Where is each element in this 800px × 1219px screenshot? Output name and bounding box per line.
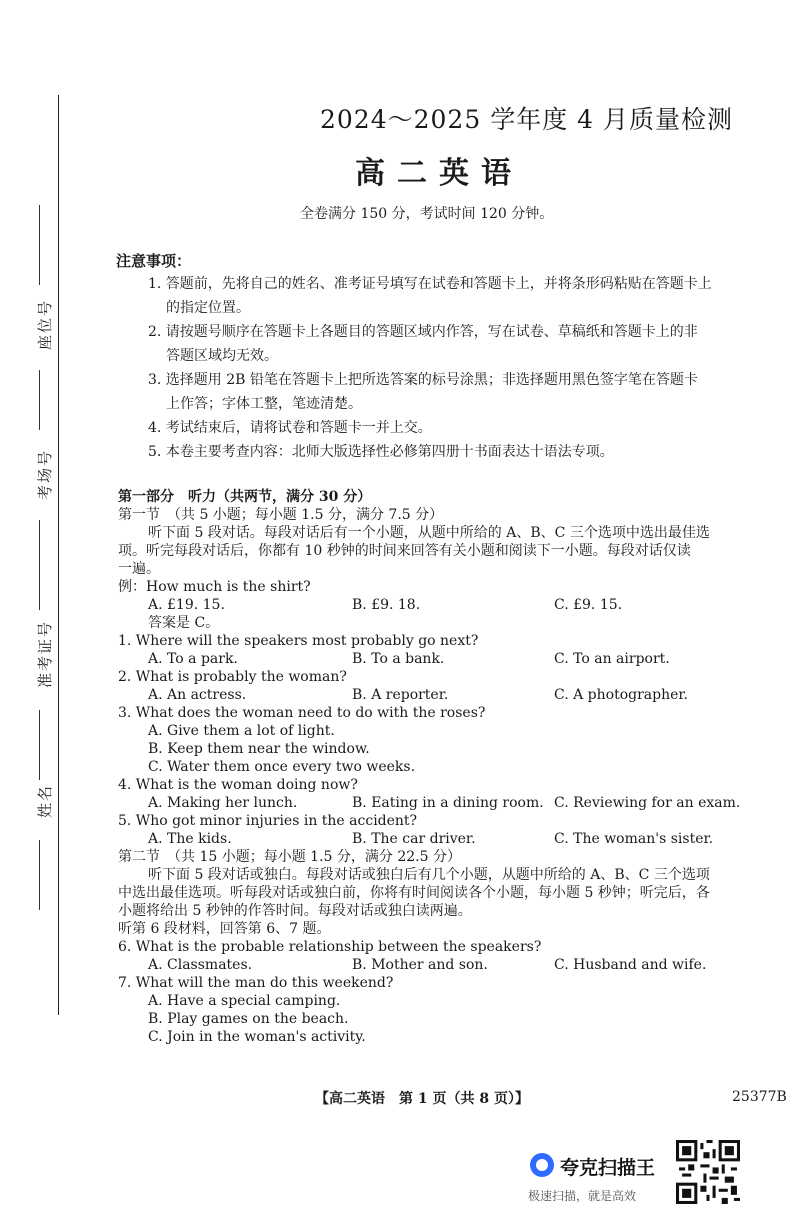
margin-blank (39, 840, 40, 910)
notice-line: 答题区域均无效。 (166, 348, 278, 364)
option-b: B. Mother and son. (352, 957, 488, 973)
option-b: B. A reporter. (352, 687, 449, 703)
qr-code-icon (676, 1140, 740, 1204)
question-4: 4. What is the woman doing now? (118, 777, 358, 793)
question-1: 1. Where will the speakers most probably go next? (118, 633, 479, 649)
question-7: 7. What will the man do this weekend? (118, 975, 394, 991)
subject-title: 高二英语 (355, 156, 523, 191)
room-label: 考场号 (36, 448, 54, 500)
section1-instruction: 听下面 5 段对话。每段对话后有一个小题，从题中所给的 A、B、C 三个选项中选出最佳选 (148, 525, 710, 541)
exam-note: 全卷满分 150 分，考试时间 120 分钟。 (300, 206, 554, 222)
option-b: B. £9. 18. (352, 597, 421, 613)
notice-line: 的指定位置。 (166, 300, 250, 316)
section2-instruction: 听下面 5 段对话或独白。每段对话或独白后有几个小题，从题中所给的 A、B、C 三个选项 (148, 867, 710, 883)
option-b: B. Eating in a dining room. (352, 795, 544, 811)
ticket-label: 准考证号 (36, 619, 54, 688)
option-a: A. The kids. (148, 831, 232, 847)
option-a: A. Have a special camping. (148, 993, 341, 1009)
notice-line: 2. 请按题号顺序在答题卡上各题目的答题区域内作答，写在试卷、草稿纸和答题卡上的非 (148, 324, 698, 340)
ticket-blank (39, 520, 40, 610)
notice-line: 3. 选择题用 2B 铅笔在答题卡上把所选答案的标号涂黑；非选择题用黑色签字笔在答题卡 (148, 372, 698, 388)
scanner-logo-icon (530, 1153, 554, 1177)
exam-title: 2024～2025 学年度 4 月质量检测 (320, 105, 733, 134)
room-blank (39, 370, 40, 430)
option-c: C. The woman's sister. (554, 831, 714, 847)
option-a: A. Give them a lot of light. (148, 723, 335, 739)
paper-code: 25377B (732, 1089, 787, 1105)
section2-heading: 第二节 （共 15 小题；每小题 1.5 分，满分 22.5 分） (118, 849, 461, 865)
notice-line: 上作答；字体工整，笔迹清楚。 (166, 396, 362, 412)
scanner-brand: 夸克扫描王 (560, 1157, 656, 1179)
option-c: C. To an airport. (554, 651, 670, 667)
scanner-slogan: 极速扫描，就是高效 (528, 1189, 637, 1203)
seat-blank (39, 205, 40, 285)
binding-line (58, 95, 59, 1015)
option-c: C. A photographer. (554, 687, 689, 703)
option-b: B. Keep them near the window. (148, 741, 370, 757)
name-blank (39, 710, 40, 780)
notice-heading: 注意事项： (116, 252, 192, 270)
notice-line: 5. 本卷主要考查内容：北师大版选择性必修第四册十书面表达十语法专项。 (148, 444, 614, 460)
option-c: C. Husband and wife. (554, 957, 707, 973)
option-c: C. £9. 15. (554, 597, 623, 613)
part1-heading: 第一部分 听力（共两节，满分 30 分） (118, 489, 372, 505)
option-b: B. To a bank. (352, 651, 445, 667)
option-a: A. Making her lunch. (148, 795, 298, 811)
option-c: C. Water them once every two weeks. (148, 759, 416, 775)
question-2: 2. What is probably the woman? (118, 669, 347, 685)
option-b: B. Play games on the beach. (148, 1011, 349, 1027)
option-b: B. The car driver. (352, 831, 476, 847)
notice-line: 1. 答题前，先将自己的姓名、准考证号填写在试卷和答题卡上，并将条形码粘贴在答题卡上 (148, 276, 712, 292)
option-c: C. Join in the woman's activity. (148, 1029, 366, 1045)
name-label: 姓名 (36, 783, 54, 818)
option-a: A. An actress. (148, 687, 247, 703)
notice-line: 4. 考试结束后，请将试卷和答题卡一并上交。 (148, 420, 432, 436)
example-question: 例：How much is the shirt? (118, 579, 311, 595)
example-answer: 答案是 C。 (148, 615, 220, 631)
section1-instruction: 一遍。 (118, 561, 160, 577)
seat-label: 座位号 (36, 298, 54, 350)
question-5: 5. Who got minor injuries in the accident? (118, 813, 418, 829)
option-a: A. Classmates. (148, 957, 253, 973)
option-a: A. £19. 15. (148, 597, 225, 613)
section2-instruction: 中选出最佳选项。听每段对话或独白前，你将有时间阅读各个小题，每小题 5 秒钟；听完后，各 (118, 885, 710, 901)
material-heading: 听第 6 段材料，回答第 6、7 题。 (118, 921, 331, 937)
question-3: 3. What does the woman need to do with the roses? (118, 705, 486, 721)
option-c: C. Reviewing for an exam. (554, 795, 741, 811)
question-6: 6. What is the probable relationship between the speakers? (118, 939, 542, 955)
page-footer: 【高二英语 第 1 页（共 8 页）】 (315, 1091, 529, 1107)
section1-heading: 第一节 （共 5 小题；每小题 1.5 分，满分 7.5 分） (118, 507, 444, 523)
section1-instruction: 项。听完每段对话后，你都有 10 秒钟的时间来回答有关小题和阅读下一小题。每段对话仅读 (118, 543, 691, 559)
option-a: A. To a park. (148, 651, 238, 667)
section2-instruction: 小题将给出 5 秒钟的作答时间。每段对话或独白读两遍。 (118, 903, 472, 919)
